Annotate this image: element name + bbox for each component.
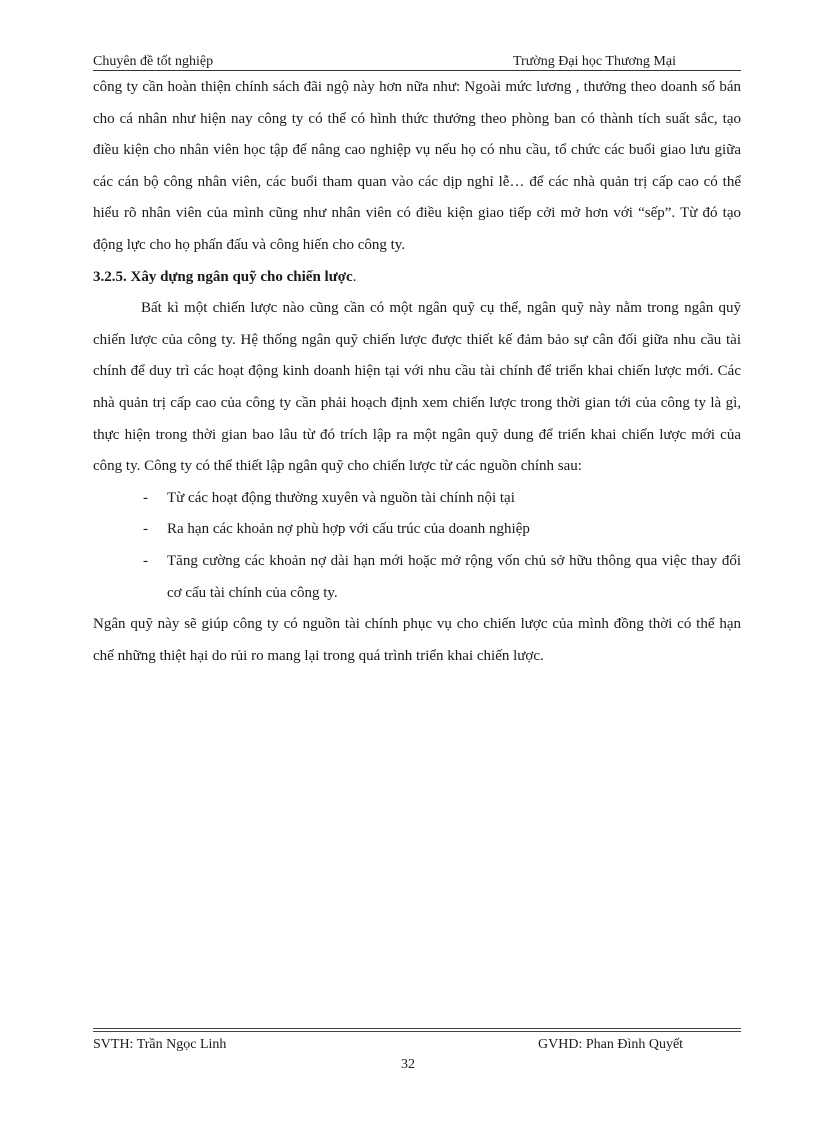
header-thesis-title: Chuyên đề tốt nghiệp: [93, 54, 214, 69]
paragraph-conclusion: Ngân quỹ này sẽ giúp công ty có nguồn tài chính phục vụ cho chiến lược của mình đồng thời có thể hạn chế những thiệt hại do rủi ro mang lại trong quá trình triển khai chiến lược.: [93, 616, 741, 664]
page-number: 32: [401, 1057, 415, 1072]
footer-rule: [93, 1028, 741, 1029]
section-heading: [93, 262, 741, 294]
funding-sources-list: [93, 483, 741, 609]
section-heading-text: 3.2.5. Xây dựng ngân quỹ cho chiến lược: [93, 268, 353, 285]
bullet-dash: -: [143, 489, 148, 506]
bullet-dash: -: [143, 552, 148, 569]
page-header: [93, 53, 741, 70]
page-content: [93, 72, 741, 672]
list-item-text: Ra hạn các khoản nợ phù hợp với cấu trúc của doanh nghiệp: [167, 521, 530, 538]
footer-student: SVTH: Trần Ngọc Linh: [93, 1037, 227, 1052]
bullet-dash: -: [143, 521, 148, 538]
section-heading-period: .: [352, 268, 357, 285]
header-university: Trường Đại học Thương Mại: [513, 54, 676, 69]
list-item-text: Tăng cường các khoản nợ dài hạn mới hoặc mở rộng vốn chủ sở hữu thông qua việc thay đổi cơ cấu tài chính của công ty.: [167, 552, 741, 601]
list-item: [93, 546, 741, 609]
list-item: [93, 483, 741, 515]
paragraph-budget: Bất kì một chiến lược nào cũng cần có một ngân quỹ cụ thể, ngân quỹ này nằm trong ngân quỹ chiến lược của công ty. Hệ thống ngân quỹ chiến lược được thiết kế đảm bảo sự cân đối giữa nhu cầu tài chính để duy trì các hoạt động kinh doanh hiện tại với nhu cầu tài chính để triển khai chiến lược mới. Các nhà quản trị cấp cao của công ty cần phải hoạch định xem chiến lược trong thời gian tới của công ty là gì, thực hiện trong thời gian bao lâu từ đó trích lập ra một ngân quỹ dung để triển khai chiến lược mới của công ty. Công ty có thể thiết lập ngân quỹ cho chiến lược từ các nguồn chính sau:: [93, 300, 741, 475]
list-item-text: Từ các hoạt động thường xuyên và nguồn tài chính nội tại: [167, 489, 515, 506]
footer-rule: [93, 1031, 741, 1032]
paragraph-staff-policy: công ty cần hoàn thiện chính sách đãi ngộ này hơn nữa như: Ngoài mức lương , thưởng theo doanh số bán cho cá nhân như hiện nay công ty có thể có hình thức thưởng theo phòng ban có thành tích suất sắc, tạo điều kiện cho nhân viên học tập để nâng cao nghiệp vụ nếu họ có nhu cầu, tổ chức các buổi giao lưu giữa các cán bộ công nhân viên, các buổi tham quan vào các dịp nghỉ lễ… để các nhà quản trị cấp cao có thể hiểu rõ nhân viên của mình cũng như nhân viên có điều kiện giao tiếp cởi mở hơn với “sếp”. Từ đó tạo động lực cho họ phấn đấu và công hiến cho công ty.: [93, 79, 741, 253]
header-rule: [93, 70, 741, 71]
footer-supervisor: GVHD: Phan Đình Quyết: [538, 1037, 684, 1052]
page-footer: [93, 1036, 741, 1054]
list-item: [93, 514, 741, 546]
